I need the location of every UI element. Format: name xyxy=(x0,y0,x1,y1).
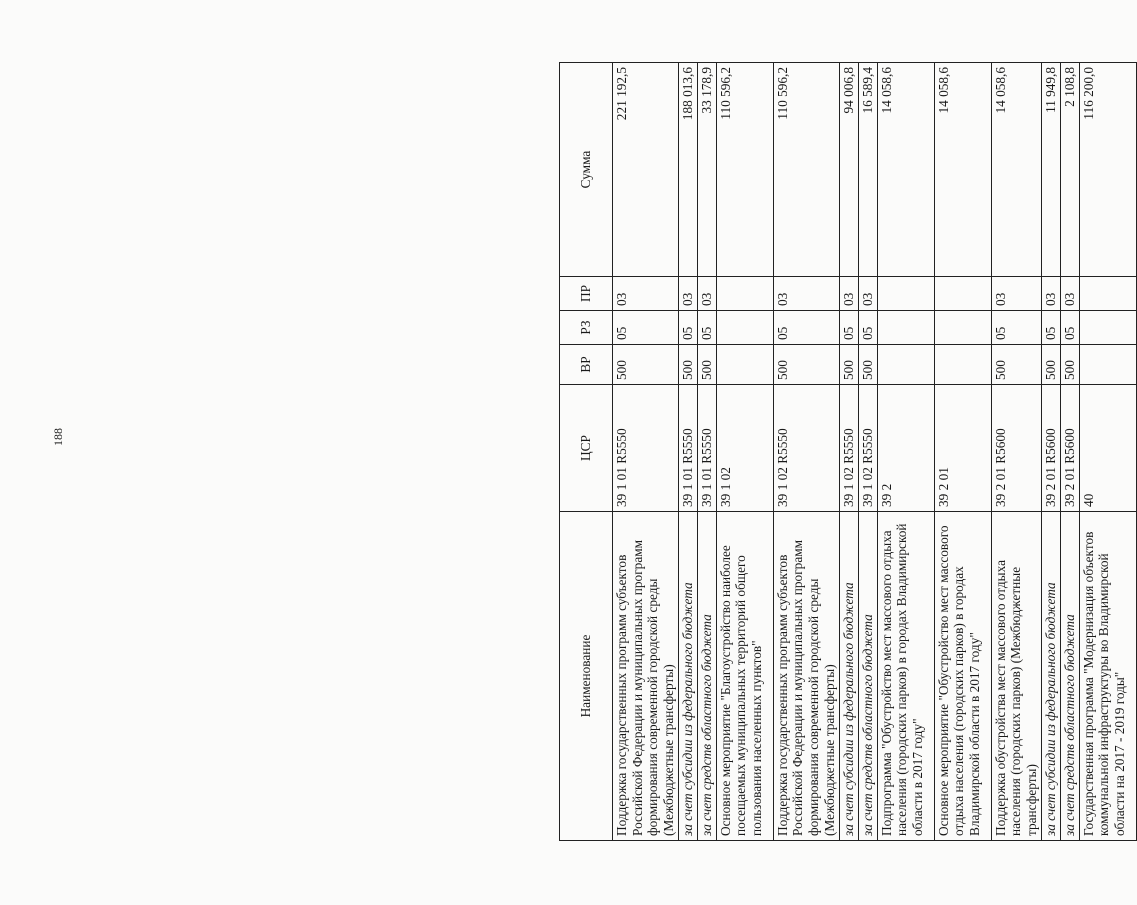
cell-pr: 03 xyxy=(839,277,858,311)
table-header-row xyxy=(560,63,613,841)
cell-vr: 500 xyxy=(678,345,697,385)
header-pr: ПР xyxy=(560,277,613,311)
cell-pr: 03 xyxy=(678,277,697,311)
table-row xyxy=(839,63,858,841)
rotated-table-container xyxy=(559,63,1127,841)
cell-sum: 94 006,8 xyxy=(839,63,858,277)
cell-name: Основное мероприятие "Благоустройство наиболее посещаемых муниципальных территорий общего пользования населенных пунктов" xyxy=(716,512,773,841)
cell-sum: 116 200,0 xyxy=(1079,63,1136,277)
table-row xyxy=(613,63,679,841)
cell-sum: 110 596,2 xyxy=(773,63,839,277)
cell-sum: 14 058,6 xyxy=(934,63,991,277)
cell-csr: 40 xyxy=(1079,385,1136,512)
cell-sum: 33 178,9 xyxy=(697,63,716,277)
cell-sum: 110 596,2 xyxy=(716,63,773,277)
table-row xyxy=(1079,63,1136,841)
cell-name: Основное мероприятие "Обустройство мест массового отдыха населения (городских парков) в городах Владимирской области в 2017 году" xyxy=(934,512,991,841)
cell-vr: 500 xyxy=(839,345,858,385)
cell-rz: 05 xyxy=(773,311,839,345)
cell-rz: 05 xyxy=(839,311,858,345)
cell-csr: 39 1 02 R5550 xyxy=(839,385,858,512)
cell-sum: 14 058,6 xyxy=(991,63,1041,277)
cell-sum: 16 589,4 xyxy=(858,63,877,277)
table-row xyxy=(1060,63,1079,841)
cell-vr: 500 xyxy=(773,345,839,385)
cell-pr: 03 xyxy=(1060,277,1079,311)
table-row xyxy=(991,63,1041,841)
cell-csr: 39 1 01 R5550 xyxy=(697,385,716,512)
cell-csr: 39 1 02 xyxy=(716,385,773,512)
cell-vr: 500 xyxy=(991,345,1041,385)
cell-rz: 05 xyxy=(991,311,1041,345)
cell-csr: 39 2 01 R5600 xyxy=(1060,385,1079,512)
cell-csr: 39 2 01 R5600 xyxy=(991,385,1041,512)
table-row xyxy=(678,63,697,841)
cell-rz: 05 xyxy=(678,311,697,345)
cell-rz: 05 xyxy=(858,311,877,345)
table-row xyxy=(716,63,773,841)
cell-sum: 188 013,6 xyxy=(678,63,697,277)
page-number: 188 xyxy=(51,428,65,446)
table-row xyxy=(858,63,877,841)
cell-pr: 03 xyxy=(991,277,1041,311)
budget-table xyxy=(559,62,1137,841)
cell-rz xyxy=(934,311,991,345)
cell-csr: 39 1 02 R5550 xyxy=(773,385,839,512)
cell-pr: 03 xyxy=(1041,277,1060,311)
cell-pr xyxy=(877,277,934,311)
cell-pr: 03 xyxy=(858,277,877,311)
cell-name: за счет средств областного бюджета xyxy=(1060,512,1079,841)
cell-name: за счет средств областного бюджета xyxy=(697,512,716,841)
header-name: Наименование xyxy=(560,512,613,841)
cell-sum: 11 949,8 xyxy=(1041,63,1060,277)
cell-pr: 03 xyxy=(697,277,716,311)
cell-pr: 03 xyxy=(613,277,679,311)
cell-pr xyxy=(716,277,773,311)
cell-rz xyxy=(716,311,773,345)
cell-name: Государственная программа "Модернизация объектов коммунальной инфраструктуры во Владимирской области на 2017 - 2019 годы" xyxy=(1079,512,1136,841)
cell-csr: 39 1 01 R5550 xyxy=(678,385,697,512)
cell-name: за счет субсидии из федерального бюджета xyxy=(839,512,858,841)
cell-vr xyxy=(934,345,991,385)
cell-csr: 39 2 01 R5600 xyxy=(1041,385,1060,512)
cell-vr: 500 xyxy=(1041,345,1060,385)
header-sum: Сумма xyxy=(560,63,613,277)
table-row xyxy=(934,63,991,841)
cell-sum: 221 192,5 xyxy=(613,63,679,277)
header-vr: ВР xyxy=(560,345,613,385)
cell-vr: 500 xyxy=(697,345,716,385)
cell-sum: 2 108,8 xyxy=(1060,63,1079,277)
cell-pr xyxy=(1079,277,1136,311)
cell-vr: 500 xyxy=(613,345,679,385)
cell-name: Поддержка государственных программ субъектов Российской Федерации и муниципальных программ формирования современной городской среды (Межбюджетные трансферты) xyxy=(613,512,679,841)
cell-pr xyxy=(934,277,991,311)
cell-name: Подпрограмма "Обустройство мест массового отдыха населения (городских парков) в городах Владимирской области в 2017 году" xyxy=(877,512,934,841)
cell-sum: 14 058,6 xyxy=(877,63,934,277)
cell-name: за счет средств областного бюджета xyxy=(858,512,877,841)
cell-vr xyxy=(716,345,773,385)
cell-rz xyxy=(1079,311,1136,345)
cell-rz: 05 xyxy=(1060,311,1079,345)
cell-name: Поддержка государственных программ субъектов Российской Федерации и муниципальных программ формирования современной городской среды (Межбюджетные трансферты) xyxy=(773,512,839,841)
table-row xyxy=(877,63,934,841)
cell-name: Поддержка обустройства мест массового отдыха населения (городских парков) (Межбюджетные трансферты) xyxy=(991,512,1041,841)
cell-name: за счет субсидии из федерального бюджета xyxy=(1041,512,1060,841)
cell-rz: 05 xyxy=(697,311,716,345)
cell-vr: 500 xyxy=(1060,345,1079,385)
cell-name: за счет субсидии из федерального бюджета xyxy=(678,512,697,841)
cell-csr: 39 2 xyxy=(877,385,934,512)
cell-csr: 39 1 01 R5550 xyxy=(613,385,679,512)
header-csr: ЦСР xyxy=(560,385,613,512)
table-row xyxy=(1041,63,1060,841)
cell-csr: 39 2 01 xyxy=(934,385,991,512)
cell-rz: 05 xyxy=(1041,311,1060,345)
cell-vr: 500 xyxy=(858,345,877,385)
cell-vr xyxy=(877,345,934,385)
header-rz: РЗ xyxy=(560,311,613,345)
cell-rz: 05 xyxy=(613,311,679,345)
cell-pr: 03 xyxy=(773,277,839,311)
cell-csr: 39 1 02 R5550 xyxy=(858,385,877,512)
cell-vr xyxy=(1079,345,1136,385)
table-row xyxy=(697,63,716,841)
table-row xyxy=(773,63,839,841)
cell-rz xyxy=(877,311,934,345)
